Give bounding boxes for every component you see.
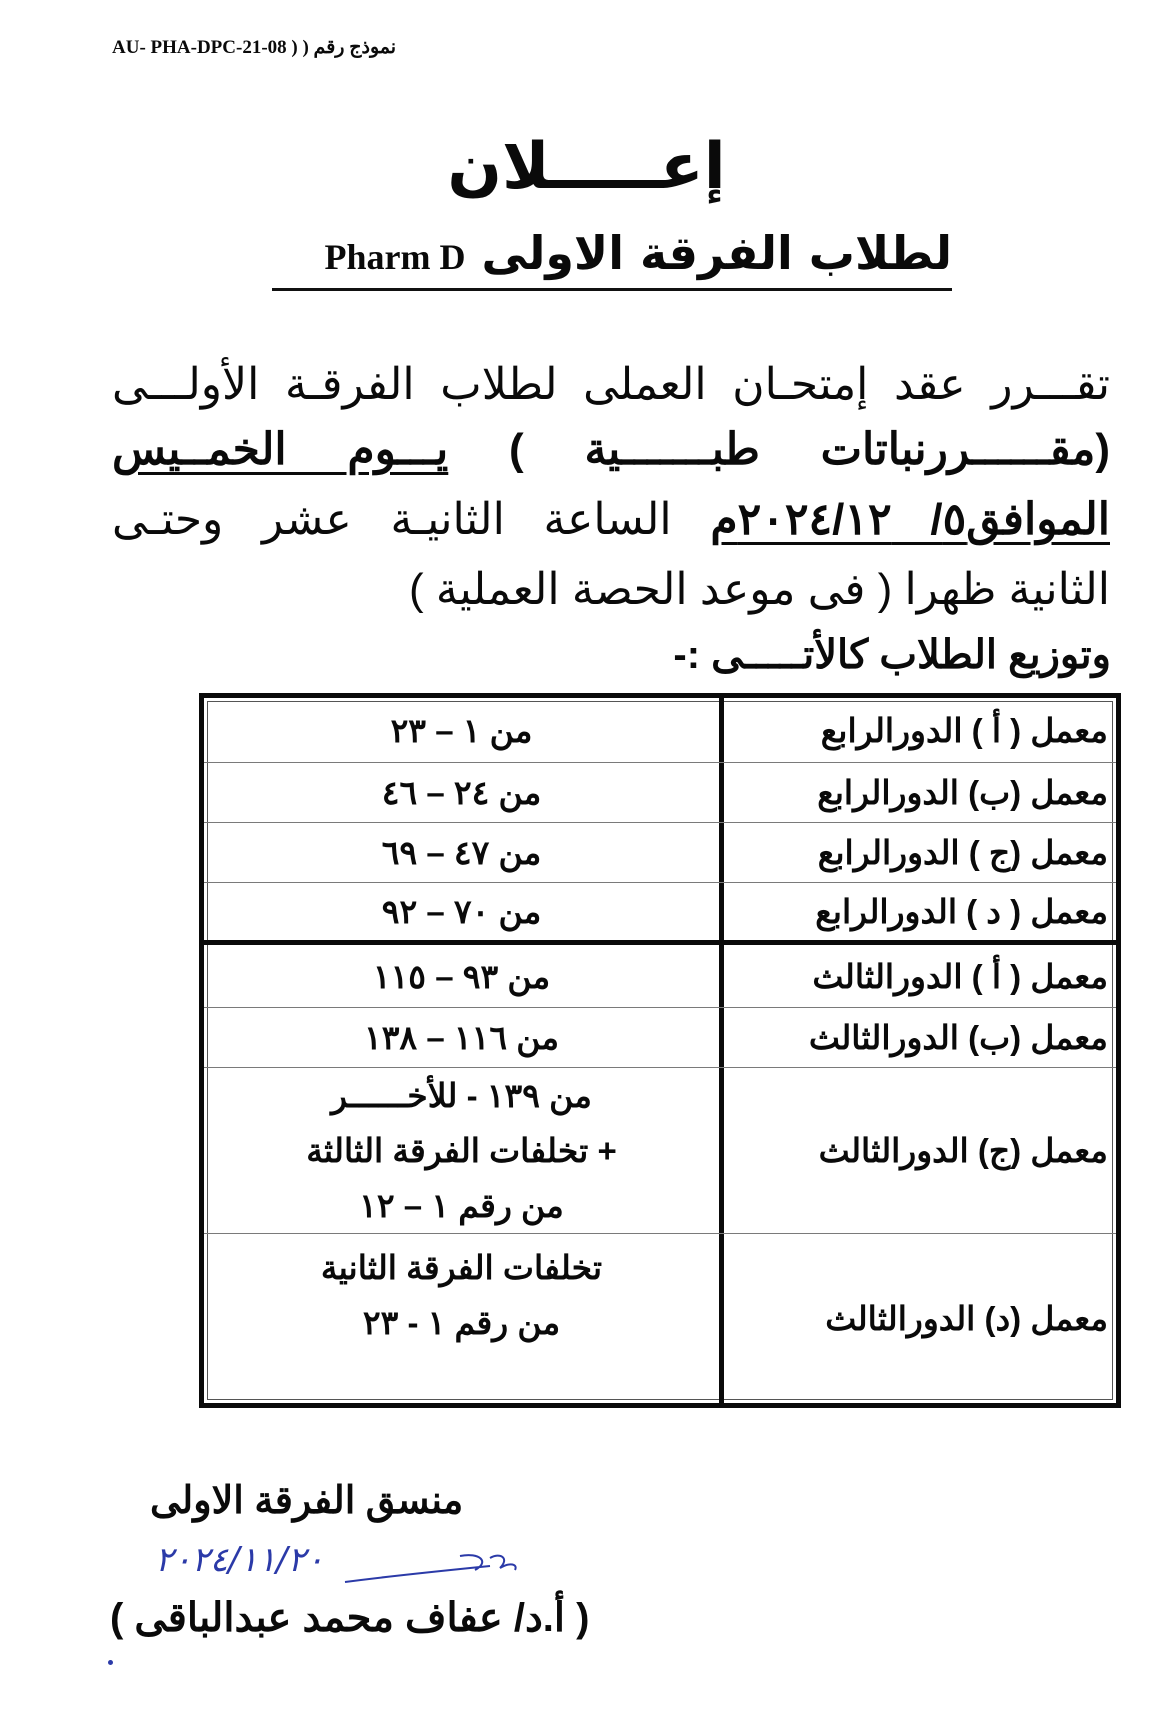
range-cell: من ١٣٩ - للأخــــــر + تخلفات الفرقة الثالثة من رقم ١ – ١٢ <box>204 1068 724 1233</box>
range-cell: تخلفات الفرقة الثانية من رقم ١ - ٢٣ <box>204 1234 724 1403</box>
lab-cell: معمل ( أ ) الدورالرابع <box>820 711 1108 749</box>
lab-distribution-table <box>199 693 1121 1408</box>
lab-cell: معمل (ج ) الدورالرابع <box>817 834 1108 871</box>
date-label: الموافق <box>966 495 1110 544</box>
subtitle-arabic: لطلاب الفرقة الاولى <box>481 226 952 280</box>
lab-cell: معمل ( أ ) الدورالثالث <box>812 957 1108 995</box>
body-line-4: الثانية ظهرا ( فى موعد الحصة العملية ) <box>409 565 1110 614</box>
distribution-intro: وتوزيع الطلاب كالأتـــــى :- <box>673 633 1111 677</box>
coordinator-title: منسق الفرقة الاولى <box>150 1480 464 1522</box>
course-name: (مقــــــررنباتات طبـــــــية ) <box>509 425 1110 474</box>
range-cell: من ١ – ٢٣ <box>204 698 724 762</box>
signature-scribble-icon <box>340 1548 520 1588</box>
table-row <box>204 1068 1116 1234</box>
subtitle-english: Pharm D <box>324 237 466 277</box>
announcement-title: إعـــــلان <box>447 130 726 204</box>
body-line-3 <box>112 490 1110 550</box>
range-cell: من ٤٧ – ٦٩ <box>204 823 724 882</box>
lab-cell: معمل ( د ) الدورالرابع <box>815 893 1108 930</box>
table-row <box>204 945 1116 1008</box>
body-line-2 <box>112 420 1110 480</box>
body-line-1: تقـــرر عقد إمتحـان العملى لطلاب الفرقـة الأولـــى <box>112 360 1110 409</box>
announcement-subtitle <box>272 222 952 291</box>
form-code <box>112 36 396 59</box>
range-cell: من ٩٣ – ١١٥ <box>204 945 724 1007</box>
lab-cell: معمل (د) الدورالثالث <box>825 1300 1108 1337</box>
range-cell: من ١١٦ – ١٣٨ <box>204 1008 724 1067</box>
lab-cell: معمل (ب) الدورالرابع <box>817 774 1108 811</box>
exam-time: الساعة الثانيـة عشر وحتـى <box>112 495 672 544</box>
table-row <box>204 1234 1116 1403</box>
range-cell: من ٢٤ – ٤٦ <box>204 763 724 822</box>
form-code-value: AU- PHA-DPC-21-08 ) <box>112 37 298 58</box>
table-row <box>204 698 1116 763</box>
table-row <box>204 1008 1116 1068</box>
exam-day: يـــوم الخمــيس <box>112 425 449 474</box>
form-code-label: نموذج رقم ( <box>302 37 397 58</box>
lab-cell: معمل (ب) الدورالثالث <box>808 1019 1108 1056</box>
table-row <box>204 823 1116 883</box>
signature-date: ٢٠٢٤/١١/٢٠ <box>155 1540 325 1580</box>
ink-dot <box>108 1660 113 1665</box>
exam-date: ٥/ ٢٠٢٤/١٢م <box>710 495 967 544</box>
table-row <box>204 883 1116 945</box>
range-cell: من ٧٠ – ٩٢ <box>204 883 724 940</box>
lab-cell: معمل (ج) الدورالثالث <box>818 1132 1108 1169</box>
table-row <box>204 763 1116 823</box>
coordinator-name: ( أ.د/ عفاف محمد عبدالباقى ) <box>110 1596 590 1640</box>
